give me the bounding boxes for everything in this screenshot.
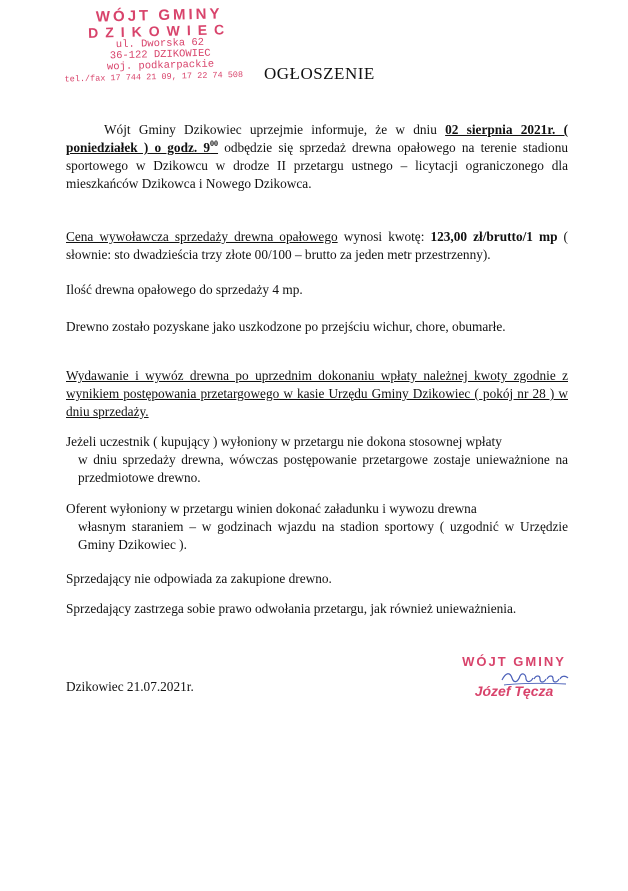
stamp-address-1: ul. Dworska 62 — [115, 36, 205, 52]
paragraph-payment — [66, 433, 568, 487]
paragraph-delivery — [66, 367, 568, 421]
p7-cont: własnym staraniem – w godzinach wjazdu na stadion sportowy ( uzgodnić w Urzędzie Gminy Dzikowiec ). — [78, 519, 568, 552]
signature-stroke — [502, 674, 568, 682]
paragraph-liability: Sprzedający nie odpowiada za zakupione drewno. — [66, 571, 332, 586]
p1-lead: Wójt Gminy Dzikowiec uprzejmie informuje, że w dniu — [104, 122, 437, 137]
p7-first: Oferent wyłoniony w przetargu winien dokonać załadunku i wywozu drewna — [66, 501, 477, 516]
stamp-address-3: woj. podkarpackie — [106, 58, 215, 74]
signature-stamp-head: WÓJT GMINY — [462, 654, 566, 669]
p2-rest: ( słownie: sto dwadzieścia trzy złote 00/100 – brutto za jeden metr przestrzenny). — [66, 229, 568, 262]
signature-stamp-name: Józef Tęcza — [474, 683, 554, 699]
p1-minutes: 00 — [210, 139, 219, 148]
signature-underline — [504, 683, 566, 685]
p2-price: 123,00 zł/brutto/1 mp — [430, 229, 558, 244]
paragraph-quantity: Ilość drewna opałowego do sprzedaży 4 mp. — [66, 282, 303, 297]
stamp-line-2: DZIKOWIEC — [87, 21, 232, 41]
handwritten-signature — [500, 668, 570, 688]
stamp-phone: tel./fax 17 744 21 09, 17 22 74 508 — [64, 69, 244, 85]
p1-rest: odbędzie się sprzedaż drewna opałowego na terenie stadionu sportowego w Dzikowcu w drodze II przetargu ustnego – licytacji ograniczonego dla mieszkańców Dzikowca i Nowego Dzikowca. — [66, 140, 568, 191]
paragraph-price — [66, 228, 568, 264]
paragraph-origin: Drewno zostało pozyskane jako uszkodzone po przejściu wichur, chore, obumarłe. — [66, 319, 506, 334]
stamp-address-2: 36-122 DZIKOWIEC — [109, 47, 211, 63]
p1-date: 02 sierpnia 2021r. ( poniedziałek ) o godz. 9 — [66, 122, 569, 155]
office-stamp — [64, 5, 251, 86]
paragraph-loading — [66, 500, 568, 554]
p2-mid: wynosi kwotę: — [337, 229, 431, 244]
document-date: Dzikowiec 21.07.2021r. — [66, 679, 194, 694]
paragraph-announcement — [66, 121, 568, 193]
p5-underlined: Wydawanie i wywóz drewna po uprzednim dokonaniu wpłaty należnej kwoty zgodnie z wynikiem postępowania przetargowego w kasie Urzędu Gminy Dzikowiec ( pokój nr 28 ) w dniu sprzedaży. — [66, 368, 568, 419]
stamp-line-1: WÓJT GMINY — [95, 5, 223, 26]
p6-first: Jeżeli uczestnik ( kupujący ) wyłoniony w przetargu nie dokona stosownej wpłaty — [66, 434, 502, 449]
p2-underlined: Cena wywoławcza sprzedaży drewna opałowego — [66, 229, 338, 244]
document-title: OGŁOSZENIE — [264, 64, 375, 83]
paragraph-cancellation: Sprzedający zastrzega sobie prawo odwołania przetargu, jak również unieważnienia. — [66, 601, 517, 616]
p6-cont: w dniu sprzedaży drewna, wówczas postępowanie przetargowe zostaje unieważnione na przedmiotowe drewno. — [78, 452, 568, 485]
